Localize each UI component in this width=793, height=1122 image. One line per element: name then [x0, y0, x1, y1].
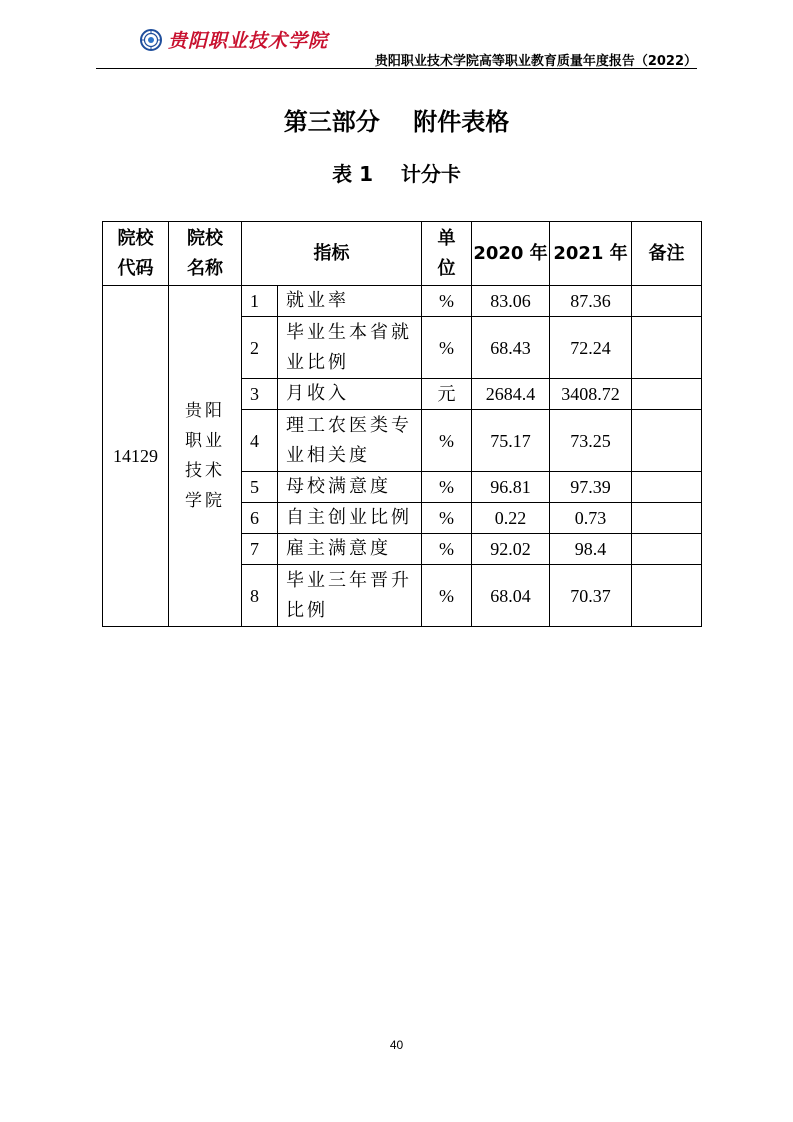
unit-cell: % [422, 410, 472, 472]
value-2020-cell: 68.04 [472, 565, 550, 627]
header-divider [96, 68, 697, 69]
unit-cell: % [422, 317, 472, 379]
indicator-line: 自主创业比例 [286, 507, 412, 528]
value-2020-cell: 92.02 [472, 534, 550, 565]
unit-cell: % [422, 534, 472, 565]
header-name-line1: 院校 [187, 227, 223, 249]
indicator-cell [278, 317, 422, 379]
remark-cell [632, 565, 702, 627]
header-2020: 2020 年 [472, 222, 550, 286]
value-2021-cell: 72.24 [550, 317, 632, 379]
remark-cell [632, 410, 702, 472]
indicator-cell [278, 286, 422, 317]
header-school-code [103, 222, 169, 286]
value-2020-cell: 0.22 [472, 503, 550, 534]
remark-cell [632, 379, 702, 410]
score-card-table [102, 221, 702, 627]
header-unit-line2: 位 [437, 257, 456, 279]
page-title: 第三部分 附件表格 [283, 108, 510, 136]
remark-cell [632, 534, 702, 565]
indicator-line: 毕业三年晋升 [286, 569, 412, 591]
row-index: 6 [242, 503, 278, 534]
school-name-line: 学院 [185, 491, 225, 511]
school-name-line: 职业 [185, 431, 225, 451]
unit-cell: % [422, 472, 472, 503]
header-2021: 2021 年 [550, 222, 632, 286]
table-title: 表 1 计分卡 [332, 162, 461, 186]
value-2020-cell: 83.06 [472, 286, 550, 317]
school-name-line: 技术 [185, 461, 225, 481]
header-code-line1: 院校 [117, 227, 154, 249]
remark-cell [632, 286, 702, 317]
value-2021-cell: 70.37 [550, 565, 632, 627]
indicator-line: 就业率 [286, 290, 349, 311]
college-emblem-icon [140, 29, 162, 51]
indicator-cell [278, 565, 422, 627]
school-code-cell: 14129 [103, 286, 169, 627]
table-row [103, 286, 702, 317]
row-index: 4 [242, 410, 278, 472]
table-header-row [103, 222, 702, 286]
page-number: 40 [389, 1038, 404, 1052]
indicator-line: 业比例 [286, 351, 349, 373]
indicator-line: 月收入 [286, 383, 349, 404]
indicator-line: 业相关度 [286, 444, 370, 466]
remark-cell [632, 472, 702, 503]
header-name-line2: 名称 [187, 257, 223, 279]
row-index: 1 [242, 286, 278, 317]
header-unit [422, 222, 472, 286]
value-2021-cell: 98.4 [550, 534, 632, 565]
value-2021-cell: 97.39 [550, 472, 632, 503]
row-index: 2 [242, 317, 278, 379]
remark-cell [632, 503, 702, 534]
indicator-line: 母校满意度 [286, 476, 391, 497]
report-title: 贵阳职业技术学院高等职业教育质量年度报告（2022） [374, 54, 697, 69]
value-2020-cell: 68.43 [472, 317, 550, 379]
indicator-line: 雇主满意度 [286, 538, 391, 559]
value-2020-cell: 75.17 [472, 410, 550, 472]
indicator-cell [278, 472, 422, 503]
header-code-line2: 代码 [117, 257, 154, 279]
unit-cell: 元 [422, 379, 472, 410]
row-index: 3 [242, 379, 278, 410]
school-name-cell [169, 286, 242, 627]
value-2021-cell: 87.36 [550, 286, 632, 317]
value-2021-cell: 0.73 [550, 503, 632, 534]
row-index: 8 [242, 565, 278, 627]
school-name-line: 贵阳 [185, 401, 225, 421]
remark-cell [632, 317, 702, 379]
page-header [0, 0, 793, 70]
row-index: 7 [242, 534, 278, 565]
value-2021-cell: 73.25 [550, 410, 632, 472]
indicator-cell [278, 503, 422, 534]
value-2021-cell: 3408.72 [550, 379, 632, 410]
unit-cell: % [422, 286, 472, 317]
indicator-line: 比例 [286, 599, 328, 621]
indicator-cell [278, 410, 422, 472]
indicator-line: 理工农医类专 [286, 414, 412, 436]
row-index: 5 [242, 472, 278, 503]
unit-cell: % [422, 503, 472, 534]
indicator-cell [278, 379, 422, 410]
unit-cell: % [422, 565, 472, 627]
header-unit-line1: 单 [437, 227, 456, 249]
value-2020-cell: 2684.4 [472, 379, 550, 410]
indicator-cell [278, 534, 422, 565]
header-remark: 备注 [632, 222, 702, 286]
indicator-line: 毕业生本省就 [286, 321, 412, 343]
logo-text: 贵阳职业技术学院 [168, 30, 329, 52]
header-school-name [169, 222, 242, 286]
header-indicator: 指标 [242, 222, 422, 286]
value-2020-cell: 96.81 [472, 472, 550, 503]
college-logo [140, 26, 328, 53]
